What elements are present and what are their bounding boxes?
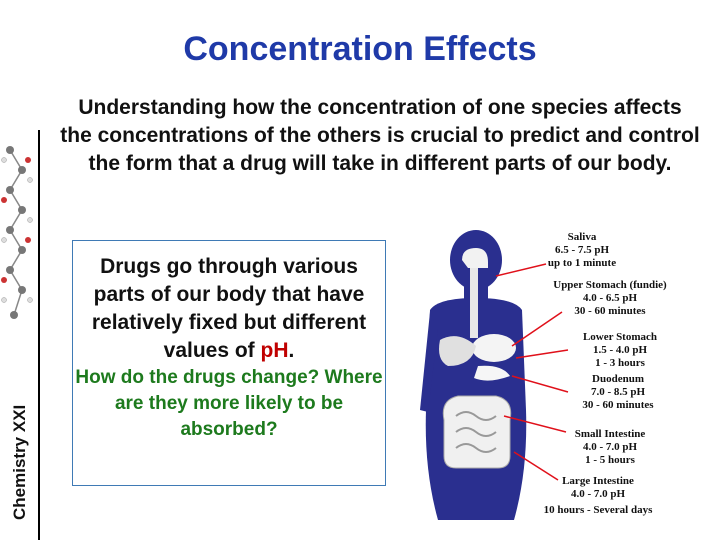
callout-box bbox=[72, 240, 386, 486]
upper-stomach-ph: 4.0 - 6.5 pH bbox=[582, 292, 638, 304]
slide-title: Concentration Effects bbox=[183, 30, 537, 68]
duodenum-ph: 7.0 - 8.5 pH bbox=[590, 386, 646, 398]
upper-stomach-time: 30 - 60 minutes bbox=[574, 305, 646, 317]
lower-stomach-name: Lower Stomach bbox=[582, 331, 658, 343]
lower-stomach-ph: 1.5 - 4.0 pH bbox=[592, 344, 648, 356]
saliva-name: Saliva bbox=[567, 231, 597, 243]
saliva-time: up to 1 minute bbox=[547, 257, 617, 269]
duodenum-name: Duodenum bbox=[592, 373, 644, 385]
duodenum-time: 30 - 60 minutes bbox=[582, 399, 654, 411]
large-intestine-time: 10 hours - Several days bbox=[543, 504, 653, 516]
molecule-icon bbox=[0, 130, 34, 330]
large-intestine-ph: 4.0 - 7.0 pH bbox=[570, 488, 626, 500]
callout-main-text bbox=[73, 253, 385, 365]
lower-stomach-time: 1 - 3 hours bbox=[595, 357, 645, 369]
small-intestine-time: 1 - 5 hours bbox=[585, 454, 635, 466]
small-intestine-ph: 4.0 - 7.0 pH bbox=[582, 441, 638, 453]
intro-text: Understanding how the concentration of one species affects the concentrations of the others is crucial to predict and control the form that a drug will take in different parts of our body. bbox=[60, 96, 700, 175]
brand-label: Chemistry XXI bbox=[10, 404, 29, 520]
callout-text: Drugs go through various parts of our body that have relatively fixed but different values of bbox=[91, 255, 367, 362]
saliva-ph: 6.5 - 7.5 pH bbox=[554, 244, 610, 256]
large-intestine-name: Large Intestine bbox=[562, 475, 634, 487]
ph-highlight: pH bbox=[260, 339, 289, 362]
digestive-figure bbox=[418, 220, 718, 530]
callout-question: How do the drugs change? Where are they more likely to be absorbed? bbox=[75, 367, 383, 440]
small-intestine-name: Small Intestine bbox=[574, 428, 646, 440]
upper-stomach-name: Upper Stomach (fundie) bbox=[553, 279, 667, 291]
callout-period: . bbox=[288, 339, 295, 362]
